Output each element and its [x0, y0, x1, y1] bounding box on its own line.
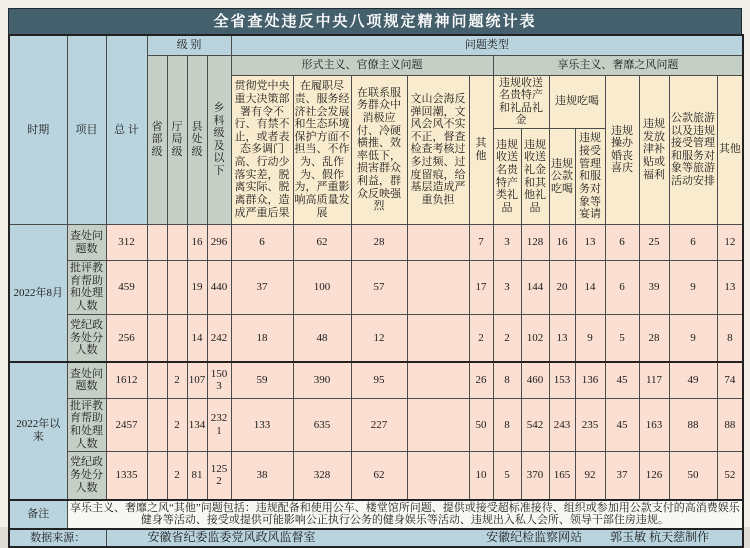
- data-cell: 95: [351, 362, 407, 398]
- data-cell: [407, 261, 469, 315]
- header-level-group: 级 别: [147, 35, 231, 55]
- data-cell: 81: [187, 452, 207, 500]
- data-cell: 440: [207, 261, 231, 315]
- data-cell: 52: [717, 452, 743, 500]
- table-row: [9, 452, 743, 500]
- data-cell: 2: [167, 452, 187, 500]
- data-cell: 133: [231, 398, 293, 452]
- data-cell: 16: [187, 225, 207, 261]
- data-cell: 28: [639, 314, 669, 362]
- row-label: 批评教育帮助和处理人数: [67, 398, 106, 452]
- data-cell: [407, 452, 469, 500]
- header-formalism-col-4: 文山会海反弹回潮，文风会风不实不正，督查检查考核过多过频、过度留痕，给基层造成严重负担: [407, 75, 469, 225]
- data-cell: 163: [639, 398, 669, 452]
- data-cell: 12: [717, 225, 743, 261]
- data-cell: 10: [469, 452, 493, 500]
- data-cell: 50: [469, 398, 493, 452]
- data-cell: 25: [639, 225, 669, 261]
- data-cell: [407, 225, 469, 261]
- data-cell: 17: [469, 261, 493, 315]
- data-cell: 28: [351, 225, 407, 261]
- data-cell: 88: [669, 398, 717, 452]
- header-gift-group: 违规收送名贵特产和礼品礼金: [493, 75, 549, 129]
- data-cell: [147, 362, 167, 398]
- header-formalism-col-1: 贯彻党中央重大决策部署有令不行、有禁不止，或者表态多调门高、行动少落实差，脱离实际、脱离群众，造成严重后果: [231, 75, 293, 225]
- header-travel: 公款旅游以及违规接受管理和服务对象等旅游活动安排: [669, 75, 717, 225]
- data-cell: 92: [575, 452, 605, 500]
- statistics-table: [8, 34, 744, 548]
- data-cell: 1252: [207, 452, 231, 500]
- data-cell: 459: [106, 261, 147, 315]
- table-row: [9, 362, 743, 398]
- data-cell: 20: [549, 261, 575, 315]
- data-cell: 37: [605, 452, 639, 500]
- header-level-provincial: 省部级: [147, 55, 167, 225]
- data-cell: 62: [293, 225, 351, 261]
- data-cell: 312: [106, 225, 147, 261]
- data-cell: 328: [293, 452, 351, 500]
- data-source-cell: [106, 529, 743, 547]
- header-allowance: 违规发放津补贴或福利: [639, 75, 669, 225]
- table-footer: [9, 500, 743, 547]
- data-cell: 26: [469, 362, 493, 398]
- data-cell: 9: [669, 261, 717, 315]
- data-cell: 48: [293, 314, 351, 362]
- remark-label: 备注: [9, 500, 67, 529]
- data-cell: 134: [187, 398, 207, 452]
- data-cell: 165: [549, 452, 575, 500]
- data-cell: 3: [493, 225, 521, 261]
- header-level-bureau: 厅局级: [167, 55, 187, 225]
- header-wedding: 违规操办婚丧喜庆: [605, 75, 639, 225]
- row-label: 批评教育帮助和处理人数: [67, 261, 106, 315]
- data-cell: 19: [187, 261, 207, 315]
- data-cell: 6: [231, 225, 293, 261]
- table-row: [9, 314, 743, 362]
- data-cell: 296: [207, 225, 231, 261]
- data-cell: 2321: [207, 398, 231, 452]
- data-cell: 144: [521, 261, 549, 315]
- remark-text: 享乐主义、奢靡之风“其他”问题包括：违规配备和使用公车、楼堂馆所问题、提供或接受超标准接待、组织或参加用公款支付的高消费娱乐健身等活动、接受或提供可能影响公正执行公务的健身娱乐等活动、违规出入私人会所、领导干部住房违规。: [67, 500, 743, 529]
- data-cell: [407, 398, 469, 452]
- data-cell: 8: [493, 398, 521, 452]
- data-cell: 6: [605, 225, 639, 261]
- header-total: 总 计: [106, 35, 147, 225]
- data-source-site: 安徽纪检监察网站: [486, 529, 583, 544]
- data-cell: [167, 261, 187, 315]
- data-cell: 3: [493, 261, 521, 315]
- data-cell: 8: [717, 314, 743, 362]
- data-cell: 2457: [106, 398, 147, 452]
- data-cell: [167, 225, 187, 261]
- data-cell: 136: [575, 362, 605, 398]
- data-cell: 117: [639, 362, 669, 398]
- data-cell: 5: [605, 314, 639, 362]
- data-cell: [147, 314, 167, 362]
- data-cell: 107: [187, 362, 207, 398]
- data-cell: 88: [717, 398, 743, 452]
- data-cell: [167, 314, 187, 362]
- page-title: 全省查处违反中央八项规定精神问题统计表: [8, 8, 742, 34]
- data-cell: 153: [549, 362, 575, 398]
- header-level-township: 乡科级及以下: [207, 55, 231, 225]
- header-hedonism-other: 其他: [717, 75, 743, 225]
- data-cell: 2: [167, 398, 187, 452]
- data-cell: 57: [351, 261, 407, 315]
- data-cell: 45: [605, 362, 639, 398]
- table-header: [9, 35, 743, 225]
- row-label: 查处问题数: [67, 362, 106, 398]
- data-cell: 18: [231, 314, 293, 362]
- data-source-makers: 郭玉敏 杭天慈制作: [610, 529, 710, 544]
- data-cell: 128: [521, 225, 549, 261]
- header-period: 时期: [9, 35, 67, 225]
- period-cell: 2022年以来: [9, 362, 67, 500]
- data-cell: 14: [187, 314, 207, 362]
- row-label: 党纪政务处分人数: [67, 452, 106, 500]
- data-cell: 102: [521, 314, 549, 362]
- data-cell: 635: [293, 398, 351, 452]
- header-dining-group: 违规吃喝: [549, 75, 605, 129]
- data-cell: [147, 398, 167, 452]
- data-cell: 39: [639, 261, 669, 315]
- data-cell: 74: [717, 362, 743, 398]
- data-cell: 1335: [106, 452, 147, 500]
- data-cell: 13: [549, 314, 575, 362]
- data-cell: 8: [493, 362, 521, 398]
- header-hedonism-group: 享乐主义、奢靡之风问题: [493, 55, 743, 75]
- data-cell: 235: [575, 398, 605, 452]
- data-cell: [407, 314, 469, 362]
- row-label: 党纪政务处分人数: [67, 314, 106, 362]
- data-cell: 37: [231, 261, 293, 315]
- data-cell: 50: [669, 452, 717, 500]
- data-cell: 13: [575, 225, 605, 261]
- data-cell: 460: [521, 362, 549, 398]
- header-formalism-col-3: 在联系服务群众中消极应付、冷硬横推、效率低下，损害群众利益，群众反映强烈: [351, 75, 407, 225]
- header-item: 项目: [67, 35, 106, 225]
- header-problem-type-group: 问题类型: [231, 35, 743, 55]
- data-cell: 6: [669, 225, 717, 261]
- data-cell: [147, 261, 167, 315]
- period-cell: 2022年8月: [9, 225, 67, 363]
- header-dining-col-2: 违规接受管理和服务对象等宴请: [575, 129, 605, 225]
- data-cell: 6: [605, 261, 639, 315]
- header-gift-col-1: 违规收送名贵特产类礼品: [493, 129, 521, 225]
- data-cell: 256: [106, 314, 147, 362]
- data-cell: 14: [575, 261, 605, 315]
- table-row: [9, 225, 743, 261]
- data-cell: 243: [549, 398, 575, 452]
- row-label: 查处问题数: [67, 225, 106, 261]
- data-cell: 7: [469, 225, 493, 261]
- data-cell: 9: [575, 314, 605, 362]
- data-cell: 227: [351, 398, 407, 452]
- data-cell: 242: [207, 314, 231, 362]
- data-cell: 100: [293, 261, 351, 315]
- table-row: [9, 398, 743, 452]
- data-cell: 1503: [207, 362, 231, 398]
- data-cell: 49: [669, 362, 717, 398]
- header-formalism-col-2: 在履职尽责、服务经济社会发展和生态环境保护方面不担当、不作为、乱作为、假作为，严重影响高质量发展: [293, 75, 351, 225]
- data-cell: 2: [469, 314, 493, 362]
- header-dining-col-1: 违规公款吃喝: [549, 129, 575, 225]
- data-cell: 13: [717, 261, 743, 315]
- data-source-office: 安徽省纪委监委党风政风监督室: [147, 529, 316, 544]
- header-gift-col-2: 违规收送礼金和其他礼品: [521, 129, 549, 225]
- data-cell: 45: [605, 398, 639, 452]
- data-cell: 5: [493, 452, 521, 500]
- data-cell: 2: [167, 362, 187, 398]
- table-body: [9, 225, 743, 500]
- data-cell: [407, 362, 469, 398]
- header-level-county: 县处级: [187, 55, 207, 225]
- table-row: [9, 261, 743, 315]
- data-cell: 16: [549, 225, 575, 261]
- header-formalism-other: 其他: [469, 75, 493, 225]
- data-cell: 390: [293, 362, 351, 398]
- data-cell: 370: [521, 452, 549, 500]
- header-formalism-group: 形式主义、官僚主义问题: [231, 55, 493, 75]
- data-cell: 126: [639, 452, 669, 500]
- data-source-label: 数据来源：: [9, 529, 106, 547]
- data-cell: 1612: [106, 362, 147, 398]
- data-cell: 59: [231, 362, 293, 398]
- data-cell: 62: [351, 452, 407, 500]
- data-cell: [147, 225, 167, 261]
- data-cell: 12: [351, 314, 407, 362]
- data-cell: 38: [231, 452, 293, 500]
- data-cell: [147, 452, 167, 500]
- data-cell: 2: [493, 314, 521, 362]
- data-cell: 9: [669, 314, 717, 362]
- data-cell: 542: [521, 398, 549, 452]
